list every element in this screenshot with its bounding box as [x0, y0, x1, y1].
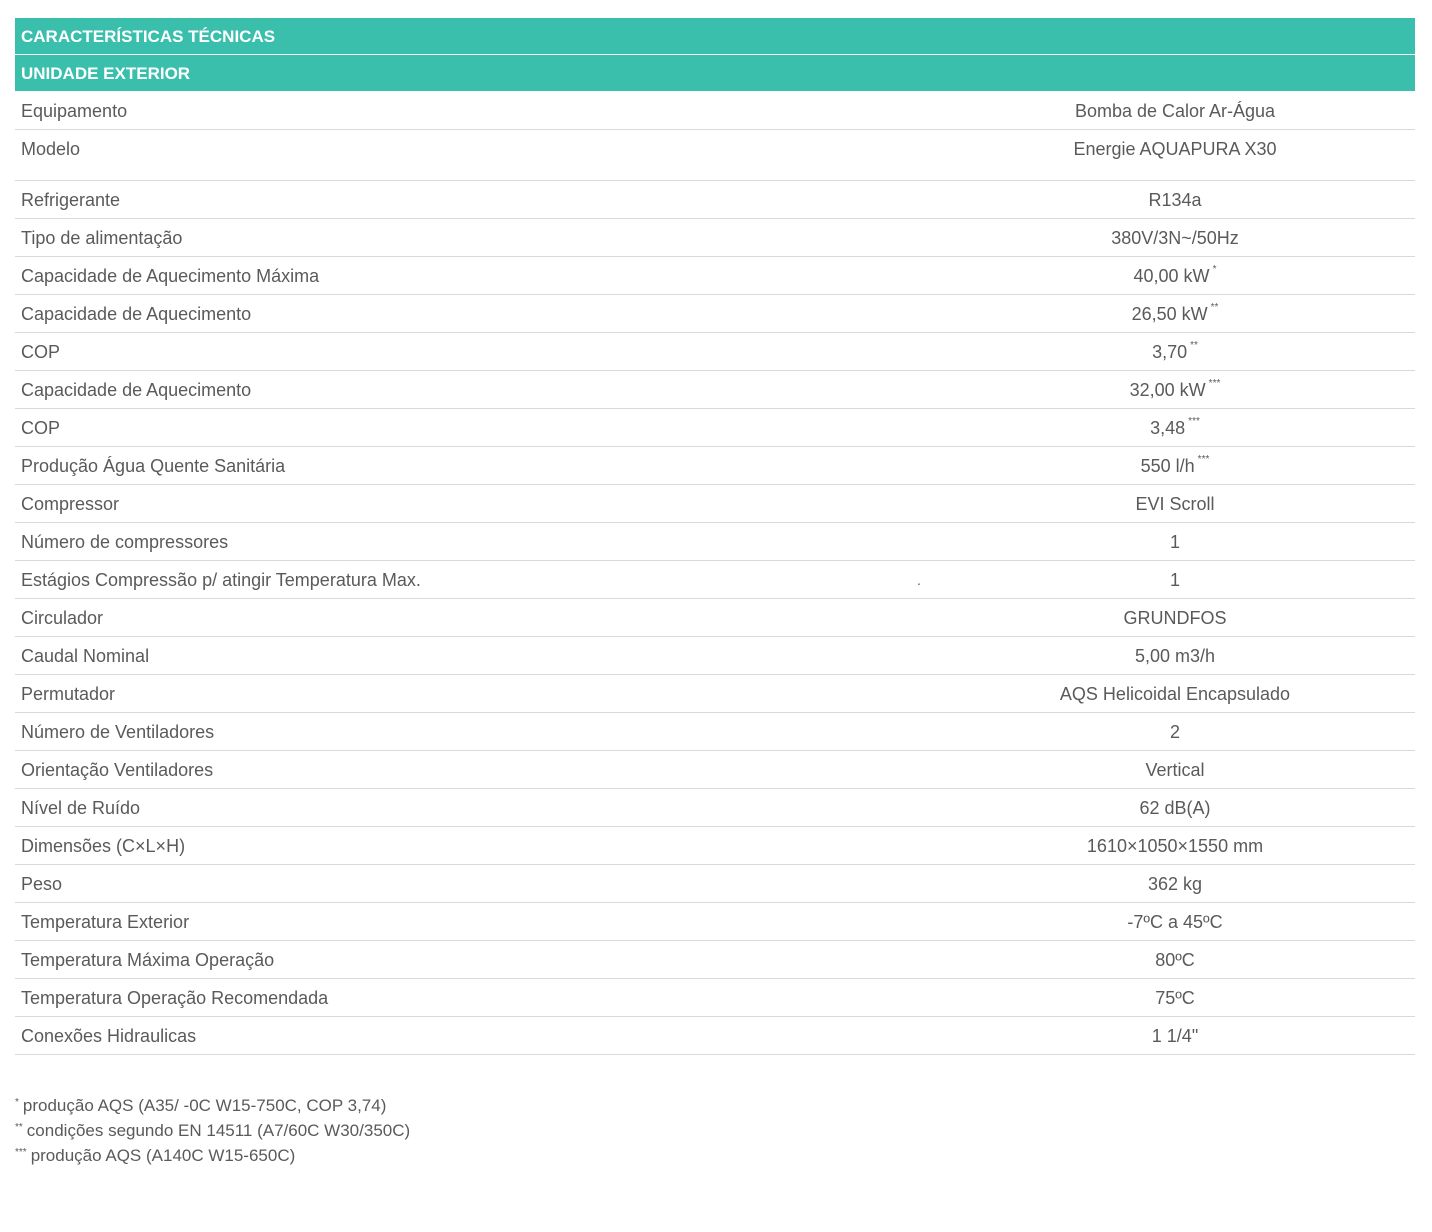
spec-label: Temperatura Operação Recomendada	[21, 988, 329, 1008]
spec-value-text: 5,00 m3/h	[1134, 646, 1216, 666]
spec-row	[15, 789, 1415, 827]
spec-value-text: R134a	[1148, 190, 1202, 210]
spec-row	[15, 92, 1415, 130]
spec-label: Permutador	[21, 684, 116, 704]
footnote-text: produção AQS (A35/ -0C W15-750C, COP 3,74)	[22, 1096, 387, 1115]
spec-row	[15, 485, 1415, 523]
spec-value	[990, 92, 1360, 130]
spec-row	[15, 941, 1415, 979]
spec-row	[15, 257, 1415, 295]
spec-label: Capacidade de Aquecimento Máxima	[21, 266, 320, 286]
spec-row	[15, 409, 1415, 447]
spec-value	[990, 751, 1360, 789]
spec-value	[990, 979, 1360, 1017]
spec-row	[15, 295, 1415, 333]
spec-value	[990, 1017, 1360, 1055]
spec-row	[15, 979, 1415, 1017]
spec-label: Modelo	[21, 139, 81, 159]
spec-row	[15, 561, 1415, 599]
spec-value	[990, 637, 1360, 675]
spec-value	[990, 523, 1360, 561]
footnote-mark: ***	[15, 1147, 27, 1158]
spec-label: Número de Ventiladores	[21, 722, 215, 742]
spec-row	[15, 903, 1415, 941]
spec-label: Número de compressores	[21, 532, 229, 552]
spec-row	[15, 675, 1415, 713]
spec-value	[990, 447, 1360, 485]
spec-row	[15, 599, 1415, 637]
spec-value-text: 75ºC	[1155, 988, 1195, 1008]
spec-label: Compressor	[21, 494, 120, 514]
footnote-text: produção AQS (A140C W15-650C)	[30, 1146, 296, 1165]
spec-row	[15, 371, 1415, 409]
section-subtitle: UNIDADE EXTERIOR	[15, 55, 1415, 92]
spec-row	[15, 130, 1415, 181]
spec-value	[990, 789, 1360, 827]
spec-row	[15, 523, 1415, 561]
spec-value	[990, 903, 1360, 941]
spec-value-text: 2	[1169, 722, 1180, 742]
spec-value	[990, 130, 1360, 168]
spec-value-text: 1610×1050×1550 mm	[1086, 836, 1264, 856]
spec-value	[990, 599, 1360, 637]
spec-value-text: 362 kg	[1147, 874, 1203, 894]
spec-label: Conexões Hidraulicas	[21, 1026, 197, 1046]
spec-value-text: -7ºC a 45ºC	[1127, 912, 1223, 932]
spec-value	[990, 561, 1360, 599]
footnote-text: condições segundo EN 14511 (A7/60C W30/350C)	[26, 1121, 411, 1140]
spec-label: Tipo de alimentação	[21, 228, 183, 248]
spec-value-text: Bomba de Calor Ar-Água	[1074, 101, 1276, 121]
spec-label: Caudal Nominal	[21, 646, 150, 666]
spec-row	[15, 1017, 1415, 1055]
footnote	[15, 1093, 410, 1118]
spec-label: Estágios Compressão p/ atingir Temperatura Max.	[21, 570, 421, 590]
spec-value-text: 32,00 kW	[1129, 380, 1206, 400]
spec-row	[15, 333, 1415, 371]
spec-value-text: 1 1/4"	[1151, 1026, 1199, 1046]
spec-label: Produção Água Quente Sanitária	[21, 456, 286, 476]
spec-value	[990, 675, 1360, 713]
spec-label: Circulador	[21, 608, 104, 628]
spec-row	[15, 637, 1415, 675]
spec-value-text: 40,00 kW	[1133, 266, 1210, 286]
spec-value	[990, 257, 1360, 295]
spec-label: Orientação Ventiladores	[21, 760, 214, 780]
spec-label: COP	[21, 418, 61, 438]
spec-value-text: 380V/3N~/50Hz	[1111, 228, 1239, 248]
spec-label: Capacidade de Aquecimento	[21, 380, 252, 400]
spec-label: COP	[21, 342, 61, 362]
footnote-ref: **	[1210, 302, 1219, 313]
spec-value	[990, 333, 1360, 371]
spec-value-text: 550 l/h	[1140, 456, 1195, 476]
footnote-ref: ***	[1208, 378, 1221, 389]
spec-value	[990, 865, 1360, 903]
footnote	[15, 1143, 410, 1168]
footnote	[15, 1118, 410, 1143]
spec-value	[990, 713, 1360, 751]
footnote-mark: **	[15, 1122, 23, 1133]
footnote-ref: ***	[1197, 454, 1210, 465]
spec-value-text: EVI Scroll	[1135, 494, 1215, 514]
spec-row	[15, 865, 1415, 903]
spec-value-text: 26,50 kW	[1131, 304, 1208, 324]
spec-label: Temperatura Máxima Operação	[21, 950, 275, 970]
spec-value	[990, 485, 1360, 523]
spec-value-text: 3,70	[1152, 342, 1188, 362]
footnote-ref: **	[1190, 340, 1198, 351]
spec-value-text: AQS Helicoidal Encapsulado	[1059, 684, 1291, 704]
spec-value	[990, 371, 1360, 409]
spec-label: Capacidade de Aquecimento	[21, 304, 252, 324]
spec-label: Equipamento	[21, 101, 128, 121]
spec-label: Temperatura Exterior	[21, 912, 190, 932]
section-title: CARACTERÍSTICAS TÉCNICAS	[15, 18, 1415, 55]
footnote-mark: *	[15, 1097, 19, 1108]
footnotes	[15, 1093, 410, 1168]
spec-row	[15, 751, 1415, 789]
spec-row	[15, 219, 1415, 257]
spec-row	[15, 181, 1415, 219]
spec-label: Peso	[21, 874, 63, 894]
footnote-ref: ***	[1188, 416, 1200, 427]
spec-rows	[15, 92, 1415, 1055]
spec-value	[990, 295, 1360, 333]
spec-value-text: 1	[1169, 532, 1180, 552]
spec-row	[15, 827, 1415, 865]
spec-label: Refrigerante	[21, 190, 121, 210]
spec-value-text: Vertical	[1145, 760, 1205, 780]
spec-label: Dimensões (C×L×H)	[21, 836, 186, 856]
spec-value-text: Energie AQUAPURA X30	[1073, 139, 1277, 159]
spec-table	[15, 18, 1415, 1055]
spec-value	[990, 827, 1360, 865]
spec-row	[15, 713, 1415, 751]
spec-value	[990, 941, 1360, 979]
spec-value	[990, 409, 1360, 447]
spec-value-text: 62 dB(A)	[1139, 798, 1211, 818]
spec-value-text: 80ºC	[1155, 950, 1195, 970]
spec-value-text: 3,48	[1150, 418, 1186, 438]
spec-row	[15, 447, 1415, 485]
spec-value	[990, 219, 1360, 257]
spec-label: Nível de Ruído	[21, 798, 141, 818]
spec-value-text: 1	[1169, 570, 1180, 590]
stray-dot: .	[917, 572, 921, 588]
spec-value-text: GRUNDFOS	[1123, 608, 1227, 628]
footnote-ref: *	[1212, 264, 1217, 275]
spec-value	[990, 181, 1360, 219]
